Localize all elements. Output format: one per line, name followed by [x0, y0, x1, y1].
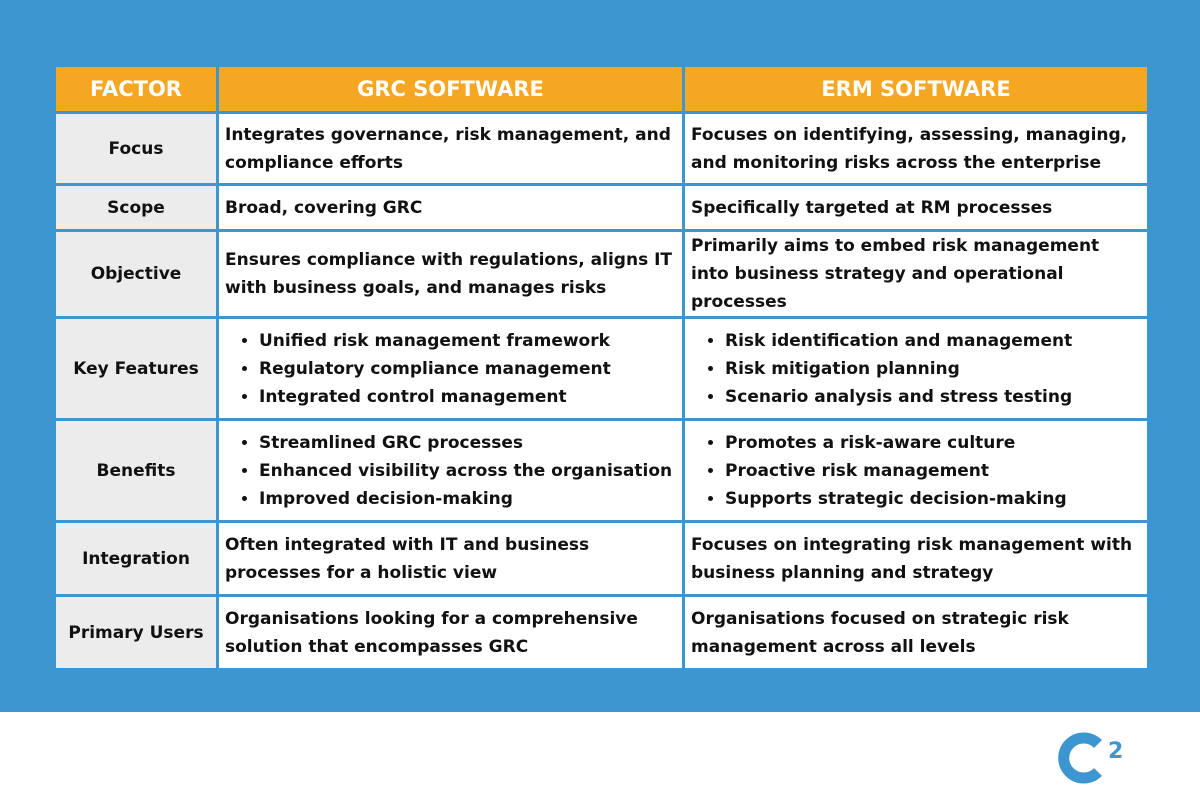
- table-row: [55, 596, 1149, 670]
- erm-key-features: [684, 318, 1149, 420]
- header-grc-software: GRC SOFTWARE: [218, 66, 684, 113]
- factor-key-features: Key Features: [55, 318, 218, 420]
- table-row: [55, 318, 1149, 420]
- header-row: [55, 66, 1149, 113]
- erm-objective: Primarily aims to embed risk management into business strategy and operational processes: [684, 231, 1149, 318]
- list-item: • Enhanced visibility across the organisation: [259, 457, 676, 485]
- table-row: [55, 420, 1149, 522]
- erm-integration: Focuses on integrating risk management with business planning and strategy: [684, 522, 1149, 596]
- table-row: [55, 185, 1149, 231]
- header-factor: FACTOR: [55, 66, 218, 113]
- list-item: • Scenario analysis and stress testing: [725, 383, 1141, 411]
- grc-primary-users: Organisations looking for a comprehensive solution that encompasses GRC: [218, 596, 684, 670]
- table-row: [55, 231, 1149, 318]
- list-item: • Risk mitigation planning: [725, 355, 1141, 383]
- logo-superscript: 2: [1108, 739, 1124, 764]
- factor-focus: Focus: [55, 113, 218, 185]
- list-item: • Streamlined GRC processes: [259, 429, 676, 457]
- grc-benefits-list: [225, 429, 676, 513]
- factor-objective: Objective: [55, 231, 218, 318]
- erm-benefits: [684, 420, 1149, 522]
- erm-scope: Specifically targeted at RM processes: [684, 185, 1149, 231]
- grc-key-features-list: [225, 327, 676, 411]
- list-item: • Supports strategic decision-making: [725, 485, 1141, 513]
- table-row: [55, 522, 1149, 596]
- factor-integration: Integration: [55, 522, 218, 596]
- list-item: • Integrated control management: [259, 383, 676, 411]
- erm-focus: Focuses on identifying, assessing, managing, and monitoring risks across the enterprise: [684, 113, 1149, 185]
- header-erm-software: ERM SOFTWARE: [684, 66, 1149, 113]
- factor-primary-users: Primary Users: [55, 596, 218, 670]
- erm-benefits-list: [691, 429, 1141, 513]
- c2-logo-icon: [1058, 730, 1124, 786]
- erm-key-features-list: [691, 327, 1141, 411]
- comparison-table-container: [53, 64, 1147, 661]
- grc-integration: Often integrated with IT and business processes for a holistic view: [218, 522, 684, 596]
- list-item: • Improved decision-making: [259, 485, 676, 513]
- factor-benefits: Benefits: [55, 420, 218, 522]
- grc-key-features: [218, 318, 684, 420]
- table-row: [55, 113, 1149, 185]
- factor-scope: Scope: [55, 185, 218, 231]
- grc-focus: Integrates governance, risk management, and compliance efforts: [218, 113, 684, 185]
- grc-benefits: [218, 420, 684, 522]
- list-item: • Risk identification and management: [725, 327, 1141, 355]
- list-item: • Proactive risk management: [725, 457, 1141, 485]
- grc-objective: Ensures compliance with regulations, aligns IT with business goals, and manages risks: [218, 231, 684, 318]
- list-item: • Regulatory compliance management: [259, 355, 676, 383]
- list-item: • Unified risk management framework: [259, 327, 676, 355]
- comparison-table: [53, 64, 1150, 671]
- erm-primary-users: Organisations focused on strategic risk management across all levels: [684, 596, 1149, 670]
- list-item: • Promotes a risk-aware culture: [725, 429, 1141, 457]
- grc-scope: Broad, covering GRC: [218, 185, 684, 231]
